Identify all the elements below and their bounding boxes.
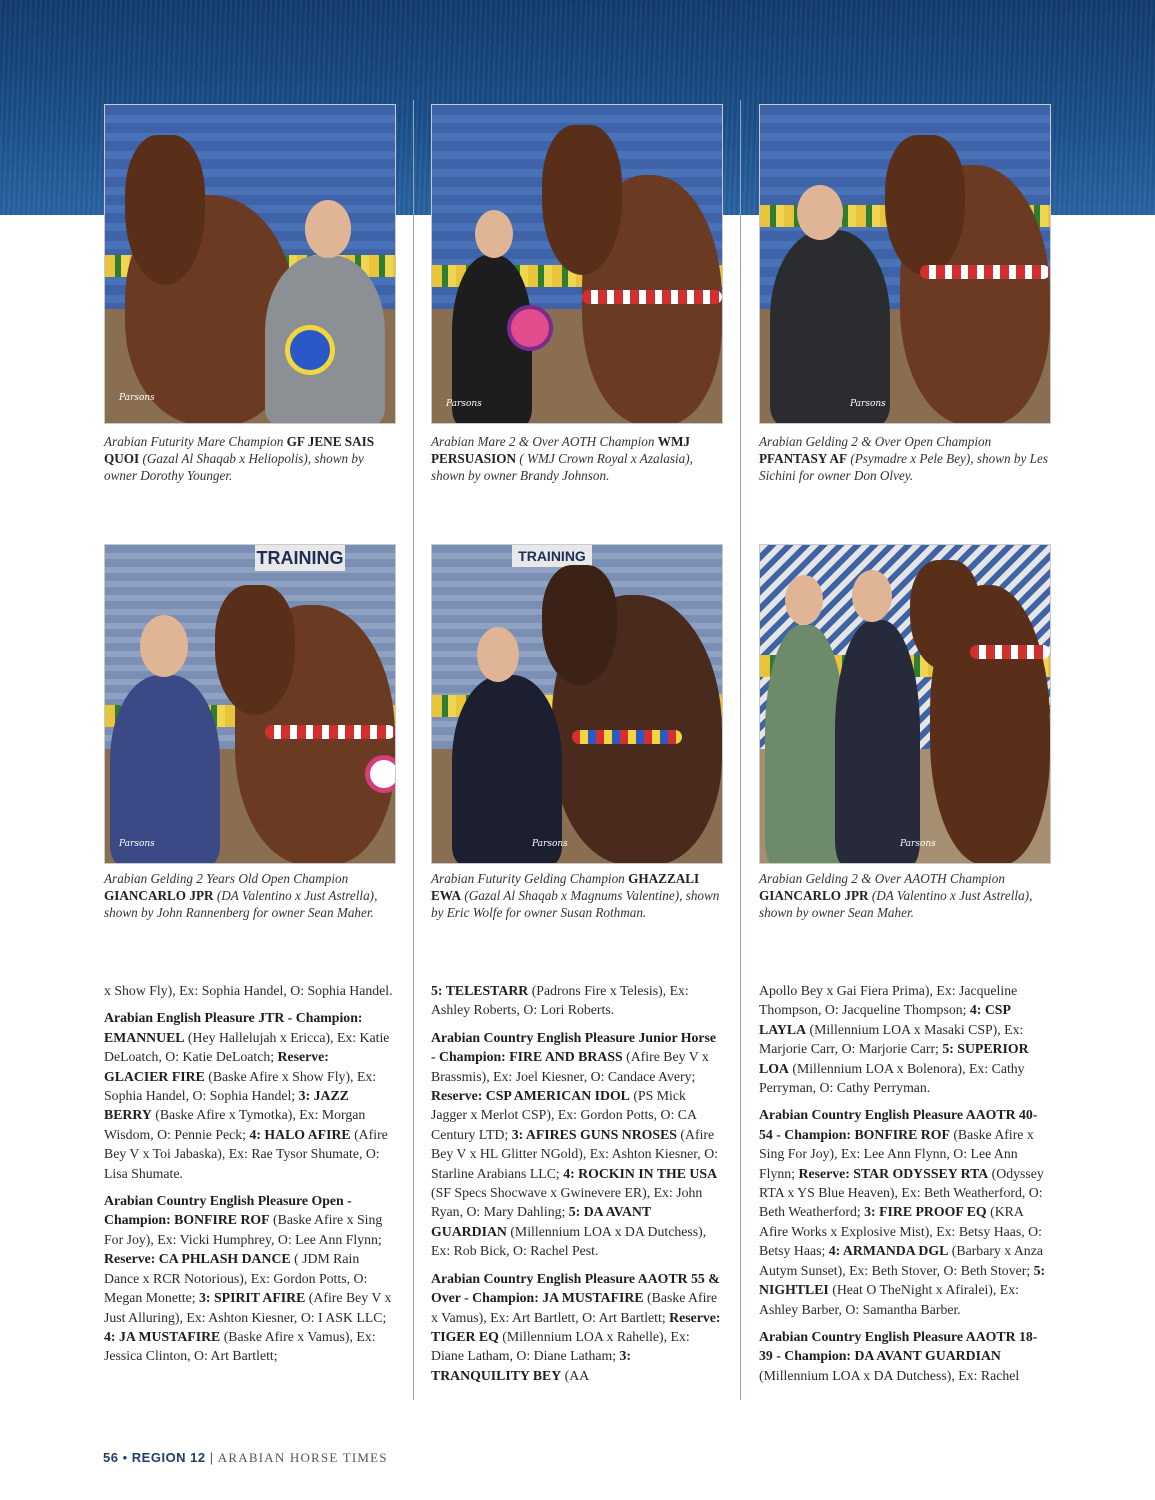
- result-entry-bold: 3: AFIRES GUNS NROSES: [511, 1126, 677, 1142]
- result-entry-text: (Baske Afire x Sing For Joy), Ex: Vicki Humphrey, O: Lee Ann Flynn;: [104, 1212, 383, 1247]
- result-entry-bold: 4: ARMANDA DGL: [828, 1243, 949, 1259]
- result-entry-bold: Reserve: GLACIER FIRE: [104, 1049, 329, 1084]
- results-paragraph: [431, 1028, 723, 1261]
- training-sign: TRAINING: [512, 545, 592, 567]
- photo-caption: Arabian Gelding 2 Years Old Open Champion GIANCARLO JPR (DA Valentino x Just Astrella), shown by John Rannenberg for owner Sean Maher.: [104, 871, 378, 920]
- result-entry-text: x Show Fly), Ex: Sophia Handel, O: Sophia Handel.: [104, 983, 393, 998]
- column-divider: [740, 100, 741, 1400]
- result-entry-text: (Millennium LOA x Bolenora), Ex: Cathy Perryman, O: Cathy Perryman.: [759, 1060, 1025, 1096]
- result-entry-bold: 4: JA MUSTAFIRE: [104, 1328, 221, 1344]
- result-entry-text: (AA: [561, 1367, 590, 1383]
- photo-caption: Arabian Mare 2 & Over AOTH Champion WMJ PERSUASION ( WMJ Crown Royal x Azalasia), shown by owner Brandy Johnson.: [431, 434, 693, 483]
- results-paragraph: [759, 981, 1051, 1097]
- page-footer: [103, 1450, 388, 1466]
- result-entry-text: (Heat O TheNight x Afiralei), Ex: Ashley Barber, O: Samantha Barber.: [759, 1282, 1019, 1317]
- result-entry-text: (Hey Hallelujah x Ericca), Ex: Katie DeLoatch, O: Katie DeLoatch;: [104, 1029, 390, 1065]
- photo-giancarlo-jpr-aaoth: [759, 544, 1051, 864]
- result-entry-bold: Reserve: STAR ODYSSEY RTA: [798, 1165, 989, 1181]
- photo-wmj-persuasion: [431, 104, 723, 424]
- photo-caption: Arabian Futurity Mare Champion GF JENE SAIS QUOI (Gazal Al Shaqab x Heliopolis), shown by owner Dorothy Younger.: [104, 434, 375, 483]
- result-entry-text: (Barbary x Anza Autym Sunset), Ex: Beth Stover, O: Beth Stover;: [759, 1243, 1043, 1278]
- column-divider: [413, 100, 414, 1400]
- result-entry-text: (Baske Afire x Vamus), Ex: Art Bartlett, O: Art Bartlett;: [431, 1290, 718, 1325]
- page-number: 56: [103, 1450, 119, 1465]
- result-entry-bold: 4: CSP LAYLA: [759, 1002, 1011, 1037]
- result-entry-text: (Millennium LOA x DA Dutchess), Ex: Rob Bick, O: Rachel Pest.: [431, 1223, 707, 1259]
- results-paragraph: [759, 1105, 1051, 1318]
- result-entry-text: (Baske Afire x Show Fly), Ex: Sophia Handel, O: Sophia Handel;: [104, 1068, 377, 1104]
- results-column-3: [759, 981, 1051, 1393]
- result-entry-bold: 4: HALO AFIRE: [249, 1126, 351, 1142]
- result-entry-bold: 3: FIRE PROOF EQ: [864, 1204, 987, 1220]
- result-entry-bold: Arabian Country English Pleasure Junior Horse - Champion: FIRE AND BRASS: [431, 1029, 717, 1065]
- photo-caption: Arabian Gelding 2 & Over AAOTH Champion GIANCARLO JPR (DA Valentino x Just Astrella), shown by owner Sean Maher.: [759, 871, 1033, 920]
- result-entry-text: (Baske Afire x Vamus), Ex: Jessica Clinton, O: Art Bartlett;: [104, 1328, 376, 1364]
- result-entry-text: ( JDM Rain Dance x RCR Notorious), Ex: Gordon Potts, O: Megan Monette;: [104, 1251, 368, 1306]
- photo-caption: Arabian Futurity Gelding Champion GHAZZALI EWA (Gazal Al Shaqab x Magnums Valentine), shown by Eric Wolfe for owner Susan Rothman.: [431, 871, 720, 920]
- result-entry-text: (Baske Afire x Sing For Joy), Ex: Lee Ann Flynn, O: Lee Ann Flynn;: [759, 1126, 1034, 1181]
- publication-name: ARABIAN HORSE TIMES: [217, 1450, 388, 1465]
- results-paragraph: [759, 1327, 1051, 1385]
- photo-gf-jene-sais-quoi: [104, 104, 396, 424]
- result-entry-bold: Arabian Country English Pleasure AAOTR 18-39 - Champion: DA AVANT GUARDIAN: [759, 1328, 1038, 1364]
- photographer-signature: Parsons: [119, 839, 155, 849]
- result-entry-bold: Reserve: TIGER EQ: [431, 1309, 721, 1344]
- result-entry-text: (Millennium LOA x Rahelle), Ex: Diane Latham, O: Diane Latham;: [431, 1328, 690, 1364]
- results-paragraph: [431, 1269, 723, 1385]
- result-entry-text: (Odyssey RTA x YS Blue Heaven), Ex: Beth Weatherford, O: Beth Weatherford;: [759, 1165, 1044, 1220]
- result-entry-text: (Afire Bey V x Just Alluring), Ex: Ashton Kiesner, O: I ASK LLC;: [104, 1290, 392, 1325]
- result-entry-bold: 3: TRANQUILITY BEY: [431, 1348, 631, 1383]
- result-entry-text: (Baske Afire x Tymotka), Ex: Morgan Wisdom, O: Pennie Peck;: [104, 1107, 366, 1142]
- photo-pfantasy-af: [759, 104, 1051, 424]
- result-entry-text: (Afire Bey V x Brassmis), Ex: Joel Kiesner, O: Candace Avery;: [431, 1049, 709, 1084]
- result-entry-text: (PS Mick Jagger x Merlot CSP), Ex: Gordon Potts, O: CA Century LTD;: [431, 1088, 697, 1142]
- result-entry-bold: 3: JAZZ BERRY: [104, 1088, 349, 1123]
- photographer-signature: Parsons: [900, 839, 936, 849]
- result-entry-bold: Reserve: CSP AMERICAN IDOL: [431, 1088, 630, 1104]
- result-entry-bold: Arabian English Pleasure JTR - Champion: EMANNUEL: [104, 1010, 363, 1045]
- result-entry-text: (SF Specs Shocwave x Gwinevere ER), Ex: John Ryan, O: Mary Dahling;: [431, 1185, 703, 1220]
- photo-ghazzali-ewa: [431, 544, 723, 864]
- result-entry-bold: Reserve: CA PHLASH DANCE: [104, 1251, 291, 1267]
- result-entry-bold: 5: SUPERIOR LOA: [759, 1041, 1029, 1076]
- results-column-2: [431, 981, 723, 1393]
- photographer-signature: Parsons: [532, 839, 568, 849]
- result-entry-text: Apollo Bey x Gai Fiera Prima), Ex: Jacqueline Thompson, O: Jacqueline Thompson;: [759, 983, 1018, 1018]
- result-entry-text: (Afire Bey V x Toi Jabaska), Ex: Rae Tysor Shumate, O: Lisa Shumate.: [104, 1126, 388, 1181]
- result-entry-text: (Millennium LOA x DA Dutchess), Ex: Rachel: [759, 1367, 1020, 1383]
- photographer-signature: Parsons: [446, 399, 482, 409]
- result-entry-bold: 5: NIGHTLEI: [759, 1262, 1046, 1298]
- photo-giancarlo-jpr-open: [104, 544, 396, 864]
- result-entry-bold: 4: ROCKIN IN THE USA: [563, 1165, 718, 1181]
- photo-caption: Arabian Gelding 2 & Over Open Champion PFANTASY AF (Psymadre x Pele Bey), shown by Les Sichini for owner Don Olvey.: [759, 434, 1048, 483]
- results-paragraph: [104, 1191, 396, 1366]
- photographer-signature: Parsons: [850, 399, 886, 409]
- result-entry-bold: 5: DA AVANT GUARDIAN: [431, 1204, 651, 1239]
- footer-bullet: •: [122, 1450, 128, 1465]
- results-paragraph: [104, 1008, 396, 1183]
- result-entry-text: (Millennium LOA x Masaki CSP), Ex: Marjorie Carr, O: Marjorie Carr;: [759, 1021, 1024, 1057]
- results-paragraph: [431, 981, 723, 1020]
- result-entry-bold: 5: TELESTARR: [431, 983, 529, 998]
- photographer-signature: Parsons: [119, 393, 155, 403]
- footer-section: REGION 12: [131, 1450, 206, 1465]
- result-entry-text: (KRA Afire Works x Explosive Mist), Ex: Betsy Haas, O: Betsy Haas;: [759, 1204, 1042, 1259]
- results-paragraph: [104, 981, 396, 1000]
- result-entry-text: (Padrons Fire x Telesis), Ex: Ashley Roberts, O: Lori Roberts.: [431, 983, 689, 1018]
- result-entry-bold: Arabian Country English Pleasure Open - Champion: BONFIRE ROF: [104, 1193, 352, 1228]
- result-entry-bold: 3: SPIRIT AFIRE: [199, 1290, 306, 1306]
- result-entry-bold: Arabian Country English Pleasure AAOTR 40-54 - Champion: BONFIRE ROF: [759, 1107, 1038, 1142]
- result-entry-bold: Arabian Country English Pleasure AAOTR 55 & Over - Champion: JA MUSTAFIRE: [431, 1270, 720, 1306]
- footer-pipe: |: [209, 1450, 214, 1465]
- results-column-1: [104, 981, 396, 1374]
- result-entry-text: (Afire Bey V x HL Glitter NGold), Ex: Ashton Kiesner, O: Starline Arabians LLC;: [431, 1126, 718, 1181]
- training-sign: TRAINING: [255, 545, 345, 571]
